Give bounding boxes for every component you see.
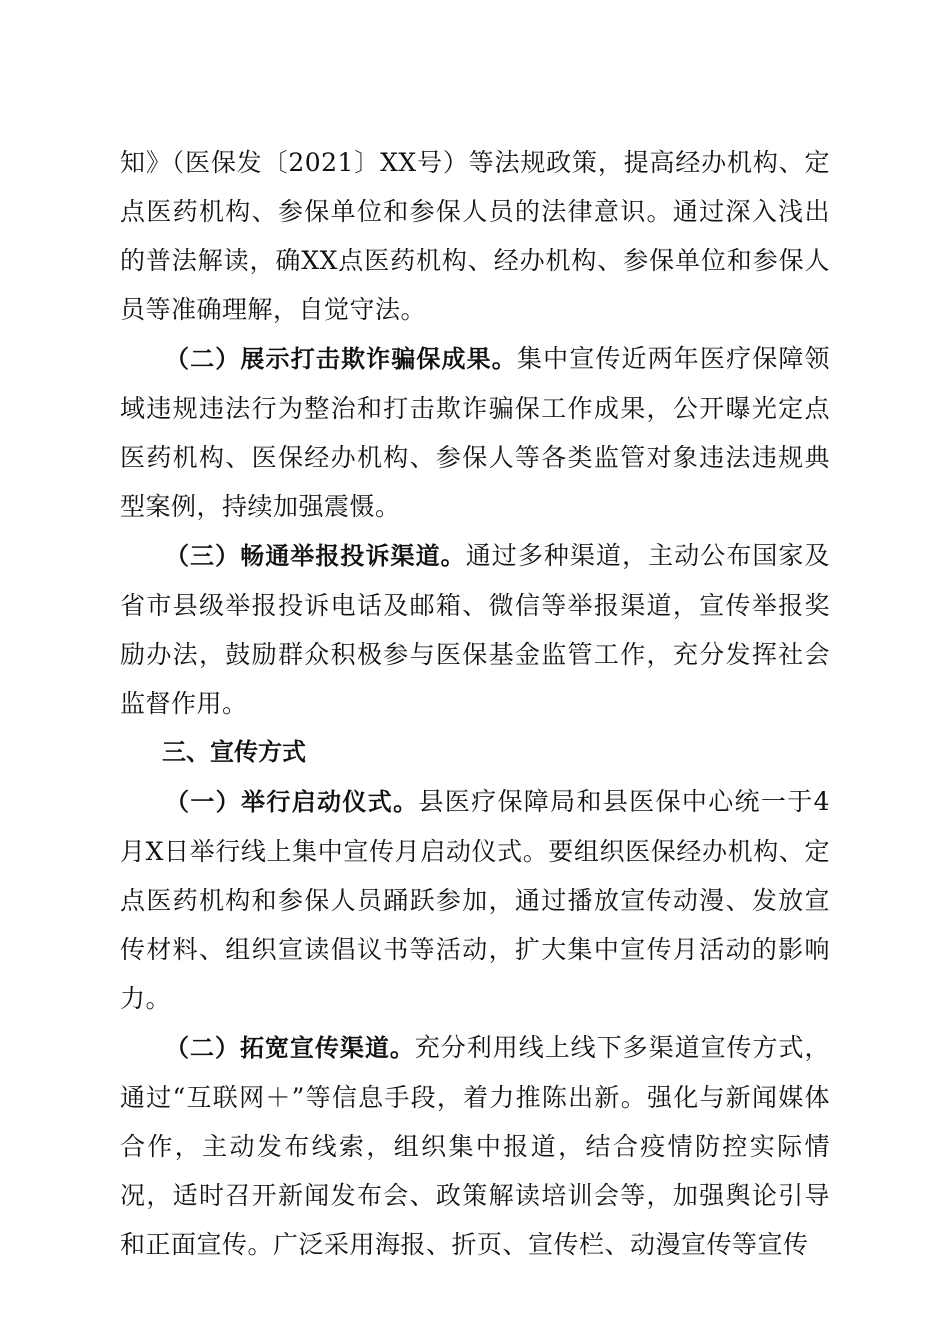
- paragraph-launch-ceremony: [120, 777, 830, 1023]
- paragraph-lead: （二）展示打击欺诈骗保成果。: [165, 345, 517, 373]
- document-body: [120, 138, 830, 1269]
- paragraph-body: 充分利用线上线下多渠道宣传方式，通过“互联网＋”等信息手段，着力推陈出新。强化与新闻媒体合作，主动发布线索，组织集中报道，结合疫情防控实际情况，适时召开新闻发布会、政策解读培训会等，加强舆论引导和正面宣传。广泛采用海报、折页、宣传栏、动漫宣传等宣传: [120, 1033, 830, 1259]
- paragraph-lead: （二）拓宽宣传渠道。: [165, 1034, 415, 1062]
- paragraph-lead: （三）畅通举报投诉渠道。: [165, 542, 466, 570]
- paragraph-body: 集中宣传近两年医疗保障领域违规违法行为整治和打击欺诈骗保工作成果，公开曝光定点医药机构、医保经办机构、参保人等各类监管对象违法违规典型案例，持续加强震慑。: [120, 344, 830, 521]
- paragraph-lead: （一）举行启动仪式。: [165, 788, 419, 816]
- paragraph-body: 县医疗保障局和县医保中心统一于4月X日举行线上集中宣传月启动仪式。要组织医保经办机构、定点医药机构和参保人员踊跃参加，通过播放宣传动漫、发放宣传材料、组织宣读倡议书等活动，扩大集中宣传月活动的影响力。: [120, 787, 830, 1013]
- paragraph-publicity-channels: [120, 1023, 830, 1269]
- paragraph-fraud-results: [120, 334, 830, 531]
- paragraph-report-channels: [120, 531, 830, 728]
- paragraph-continued: [120, 138, 830, 334]
- paragraph-body: 通过多种渠道，主动公布国家及省市县级举报投诉电话及邮箱、微信等举报渠道，宣传举报奖励办法，鼓励群众积极参与医保基金监管工作，充分发挥社会监督作用。: [120, 541, 830, 718]
- section-heading: 三、宣传方式: [162, 738, 306, 766]
- paragraph-body: 知》（医保发〔2021〕XX号）等法规政策，提高经办机构、定点医药机构、参保单位和参保人员的法律意识。通过深入浅出的普法解读，确XX点医药机构、经办机构、参保单位和参保人员等准确理解，自觉守法。: [120, 148, 830, 324]
